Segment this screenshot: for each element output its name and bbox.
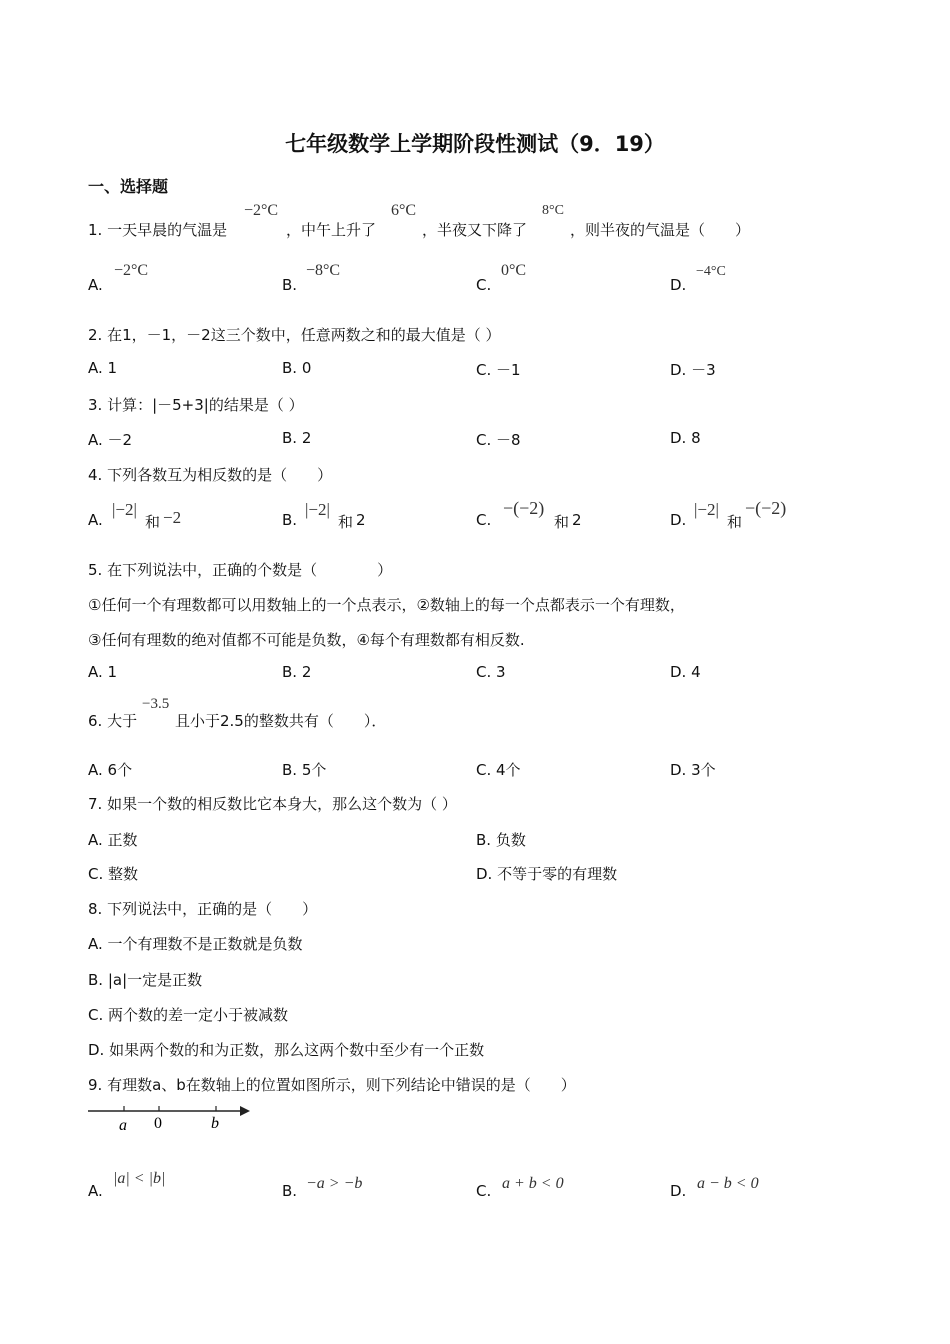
q7-option-d: D. 不等于零的有理数 bbox=[476, 865, 618, 883]
q4-option-c-tail: 2 bbox=[572, 511, 582, 529]
q1-option-c-math: 0°C bbox=[501, 262, 527, 279]
q6-option-c: C. 4个 bbox=[476, 761, 521, 779]
q9-option-b-label: B. bbox=[282, 1182, 298, 1200]
section-heading: 一、选择题 bbox=[88, 177, 169, 196]
q3-option-b: B. 2 bbox=[282, 429, 312, 447]
q1-math-1: −2°C bbox=[244, 202, 279, 219]
q4-option-d-tail: −(−2) bbox=[745, 498, 787, 518]
q6-math: −3.5 bbox=[142, 696, 170, 712]
q6-option-b: B. 5个 bbox=[282, 761, 327, 779]
q1-text-3: ，半夜又下降了 bbox=[422, 221, 528, 239]
label-zero: 0 bbox=[154, 1115, 162, 1132]
q4-option-c-and: 和 bbox=[554, 513, 570, 531]
label-b: b bbox=[211, 1115, 219, 1132]
q4-option-c-math: −(−2) bbox=[503, 498, 545, 518]
q9-stem: 9. 有理数a、b在数轴上的位置如图所示，则下列结论中错误的是（ ） bbox=[88, 1076, 576, 1094]
q4-option-d-label: D. bbox=[670, 511, 687, 529]
q6-text-2: 且小于2.5的整数共有（ ）． bbox=[175, 712, 387, 730]
q1-option-a-label: A. bbox=[88, 276, 103, 294]
q5-stem: 5. 在下列说法中，正确的个数是（ ） bbox=[88, 561, 393, 579]
q5-option-d: D. 4 bbox=[670, 663, 701, 681]
q8-stem: 8. 下列说法中，正确的是（ ） bbox=[88, 900, 318, 918]
q6-option-a: A. 6个 bbox=[88, 761, 133, 779]
q5-statement-line-2: ③任何有理数的绝对值都不可能是负数，④每个有理数都有相反数. bbox=[88, 631, 525, 649]
q4-option-c-label: C. bbox=[476, 511, 492, 529]
q4-option-b-math: |−2| bbox=[305, 500, 330, 519]
q4-option-b-label: B. bbox=[282, 511, 298, 529]
q4-stem: 4. 下列各数互为相反数的是（ ） bbox=[88, 466, 333, 484]
q2-option-b: B. 0 bbox=[282, 359, 312, 377]
q3-stem: 3. 计算：|－5+3|的结果是（ ） bbox=[88, 396, 304, 414]
q5-option-c: C. 3 bbox=[476, 663, 506, 681]
q1-option-d-math: −4°C bbox=[696, 264, 726, 279]
q4-option-a-tail: −2 bbox=[163, 508, 182, 527]
q1-option-d-label: D. bbox=[670, 276, 687, 294]
q9-option-c-label: C. bbox=[476, 1182, 492, 1200]
q5-statement-line-1: ①任何一个有理数都可以用数轴上的一个点表示，②数轴上的每一个点都表示一个有理数， bbox=[88, 596, 685, 614]
q3-option-c: C. －8 bbox=[476, 431, 521, 449]
q7-option-c: C. 整数 bbox=[88, 865, 139, 883]
q6-text-1: 6. 大于 bbox=[88, 712, 138, 730]
q3-option-d: D. 8 bbox=[670, 429, 701, 447]
q8-option-b: B. |a|一定是正数 bbox=[88, 971, 203, 989]
q4-option-a-and: 和 bbox=[145, 513, 161, 531]
q2-option-c: C. －1 bbox=[476, 361, 521, 379]
q1-text-2: ，中午上升了 bbox=[286, 221, 377, 239]
q1-option-c-label: C. bbox=[476, 276, 492, 294]
q9-option-c-math: a + b < 0 bbox=[502, 1175, 564, 1192]
q2-option-d: D. －3 bbox=[670, 361, 716, 379]
q1-option-b-math: −8°C bbox=[306, 262, 341, 279]
q6-option-d: D. 3个 bbox=[670, 761, 716, 779]
q4-option-d-math: |−2| bbox=[694, 500, 719, 519]
q9-option-b-math: −a > −b bbox=[306, 1175, 363, 1192]
q7-option-a: A. 正数 bbox=[88, 831, 138, 849]
page-title: 七年级数学上学期阶段性测试（9．19） bbox=[285, 132, 665, 156]
number-line-figure bbox=[86, 1100, 258, 1140]
q2-option-a: A. 1 bbox=[88, 359, 118, 377]
q9-option-a-label: A. bbox=[88, 1182, 103, 1200]
number-line-arrow bbox=[240, 1106, 250, 1116]
q1-option-b-label: B. bbox=[282, 276, 298, 294]
q5-option-a: A. 1 bbox=[88, 663, 118, 681]
q4-option-b-and: 和 bbox=[338, 513, 354, 531]
q1-text-4: ，则半夜的气温是（ ） bbox=[570, 221, 751, 239]
q8-option-c: C. 两个数的差一定小于被减数 bbox=[88, 1006, 289, 1024]
q9-option-d-math: a − b < 0 bbox=[697, 1175, 759, 1192]
q4-option-d-and: 和 bbox=[727, 513, 743, 531]
q8-option-d: D. 如果两个数的和为正数，那么这两个数中至少有一个正数 bbox=[88, 1041, 485, 1059]
q5-option-b: B. 2 bbox=[282, 663, 312, 681]
q1-option-a-math: −2°C bbox=[114, 262, 149, 279]
q2-stem: 2. 在1，－1，－2这三个数中，任意两数之和的最大值是（ ） bbox=[88, 326, 501, 344]
q4-option-a-math: |−2| bbox=[112, 500, 137, 519]
q9-option-d-label: D. bbox=[670, 1182, 687, 1200]
label-a: a bbox=[119, 1117, 127, 1134]
q1-math-3: 8°C bbox=[542, 203, 564, 218]
q3-option-a: A. －2 bbox=[88, 431, 133, 449]
q1-math-2: 6°C bbox=[391, 202, 417, 219]
q7-option-b: B. 负数 bbox=[476, 831, 526, 849]
q8-option-a: A. 一个有理数不是正数就是负数 bbox=[88, 935, 303, 953]
q1-text-1: 1. 一天早晨的气温是 bbox=[88, 221, 228, 239]
q7-stem: 7. 如果一个数的相反数比它本身大，那么这个数为（ ） bbox=[88, 795, 457, 813]
q4-option-b-tail: 2 bbox=[356, 511, 366, 529]
q4-option-a-label: A. bbox=[88, 511, 103, 529]
q9-option-a-math: |a| < |b| bbox=[113, 1170, 166, 1187]
